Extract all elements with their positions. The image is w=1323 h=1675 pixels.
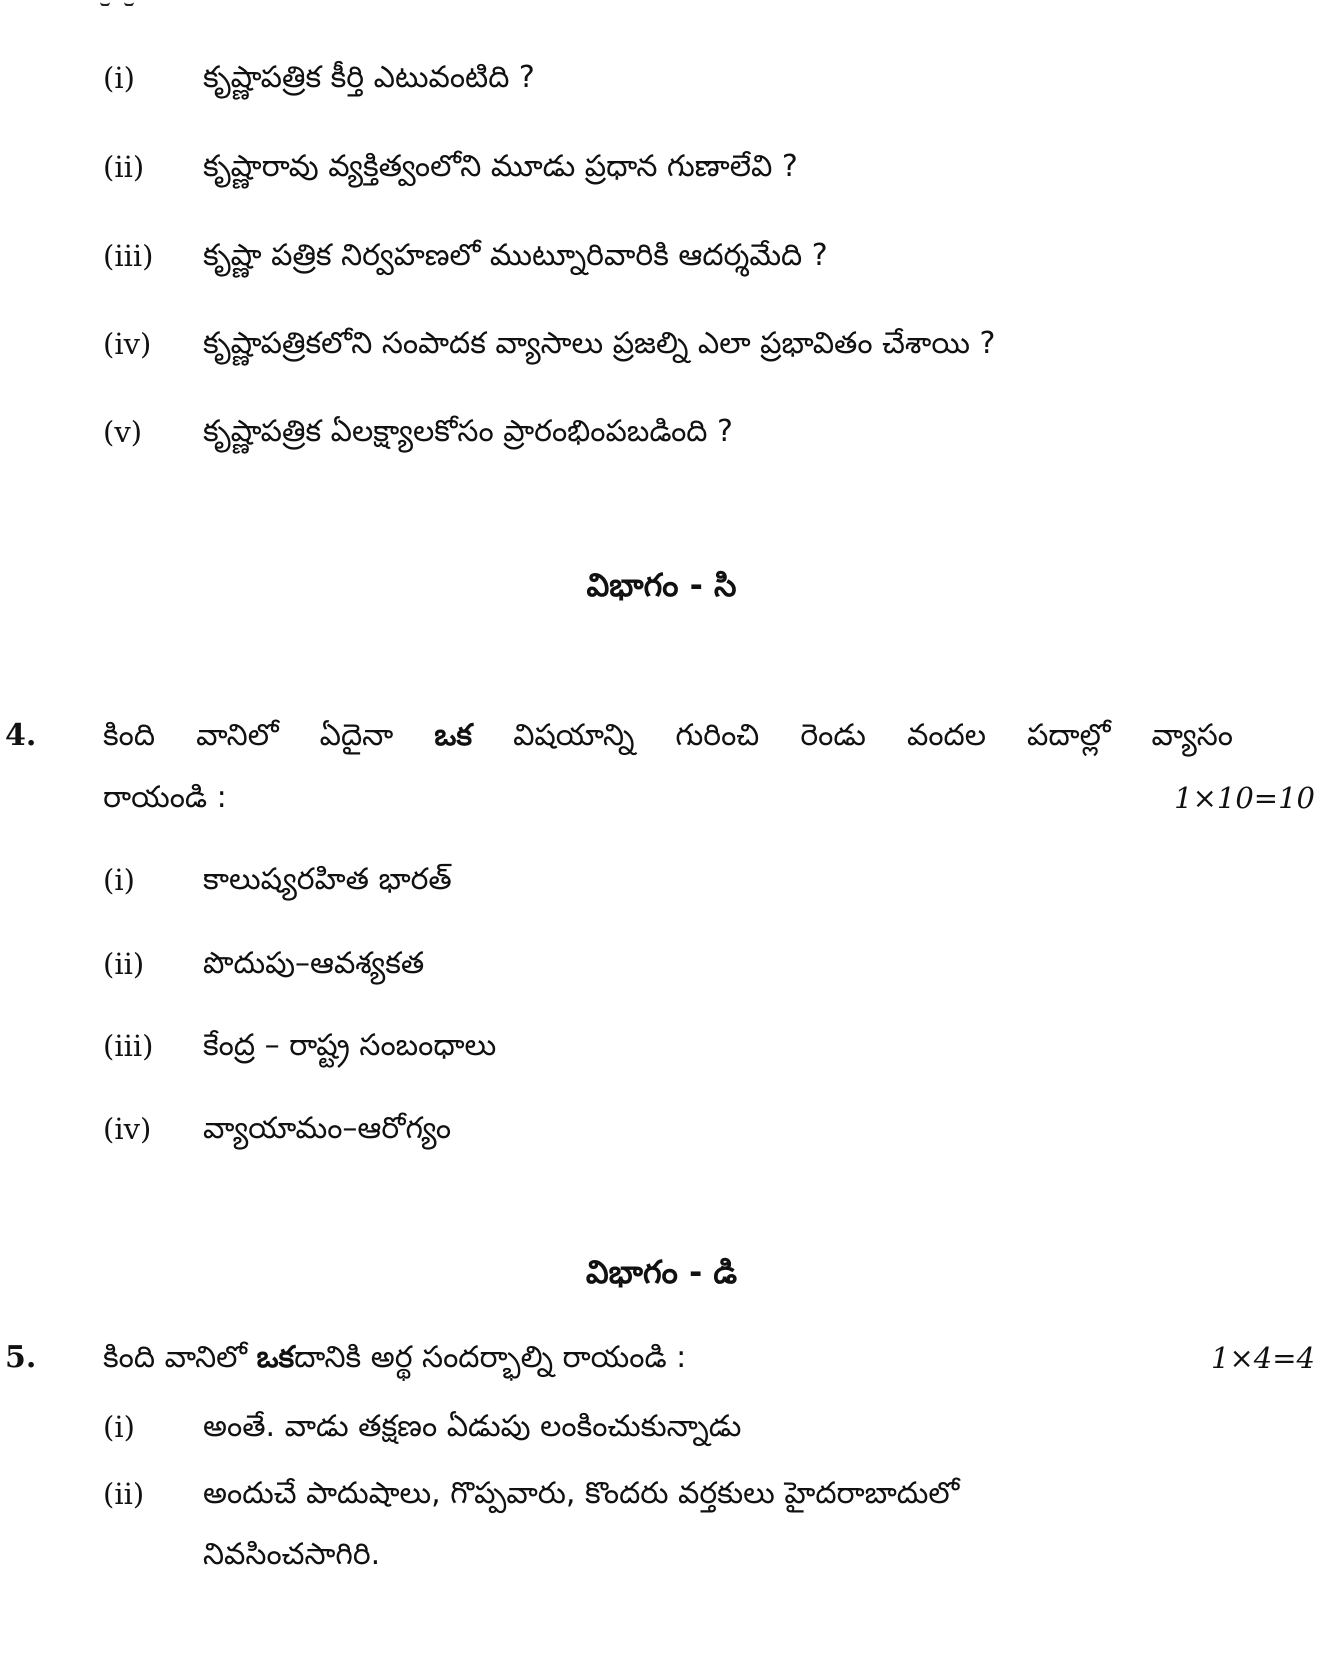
item-number: (ii) <box>103 947 145 981</box>
item-text: కృష్ణాపత్రికలోని సంపాదక వ్యాసాలు ప్రజల్ని ఎలా ప్రభావితం చేశాయి ? <box>203 326 996 361</box>
marks-label: 1×4=4 <box>1211 1341 1315 1375</box>
item-number: (i) <box>103 1410 135 1444</box>
item-number: (v) <box>103 415 143 449</box>
item-number: (iv) <box>103 1112 152 1146</box>
item-text: కృష్ణాపత్రిక కీర్తి ఎటువంటిది ? <box>203 60 535 95</box>
question-text <box>103 716 1233 756</box>
item-text-line2: నివసించసాగిరి. <box>203 1537 381 1572</box>
item-text: కృష్ణా పత్రిక నిర్వహణలో ముట్నూరివారికి ఆదర్శమేది ? <box>203 238 828 273</box>
item-text: కృష్ణాపత్రిక ఏలక్ష్యాలకోసం ప్రారంభింపబడింది ? <box>203 414 733 449</box>
item-number: (i) <box>103 863 135 897</box>
item-text: అందుచే పాదుషాలు, గొప్పవారు, కొందరు వర్తకులు హైదరాబాదులో <box>203 1476 960 1511</box>
cropped-top-text <box>100 0 170 6</box>
section-c-heading: విభాగం - సి <box>586 566 737 604</box>
item-text: పొదుపు–ఆవశ్యకత <box>203 946 425 981</box>
item-text: వ్యాయామం–ఆరోగ్యం <box>203 1111 452 1146</box>
item-number: (iv) <box>103 327 152 361</box>
question-bold-word: ఒక <box>256 1340 295 1375</box>
item-text: కృష్ణారావు వ్యక్తిత్వంలోని మూడు ప్రధాన గుణాలేవి ? <box>203 149 798 184</box>
question-number: 5. <box>5 1340 37 1375</box>
question-text-part2: విషయాన్ని గురించి రెండు వందల పదాల్లో వ్యాసం <box>513 718 1233 753</box>
item-number: (ii) <box>103 150 145 184</box>
item-number: (iii) <box>103 239 154 273</box>
question-number: 4. <box>5 718 37 753</box>
question-text <box>103 1338 1233 1378</box>
question-text-part2: దానికి అర్థ సందర్భాల్ని రాయండి : <box>294 1340 687 1375</box>
item-number: (ii) <box>103 1477 145 1511</box>
item-number: (i) <box>103 61 135 95</box>
question-text-part1: కింది వానిలో <box>103 1340 248 1375</box>
marks-label: 1×10=10 <box>1174 781 1315 815</box>
item-text: కేంద్ర – రాష్ట్ర సంబంధాలు <box>203 1028 497 1063</box>
item-number: (iii) <box>103 1029 154 1063</box>
section-d-heading: విభాగం - డి <box>585 1253 738 1291</box>
item-text: అంతే. వాడు తక్షణం ఏడుపు లంకించుకున్నాడు <box>203 1409 742 1444</box>
question-text-line2: రాయండి : <box>103 780 227 815</box>
question-text-part1: కింది వానిలో ఏదైనా <box>103 718 394 753</box>
question-bold-word: ఒక <box>434 718 472 753</box>
item-text: కాలుష్యరహిత భారత్ <box>203 862 452 897</box>
